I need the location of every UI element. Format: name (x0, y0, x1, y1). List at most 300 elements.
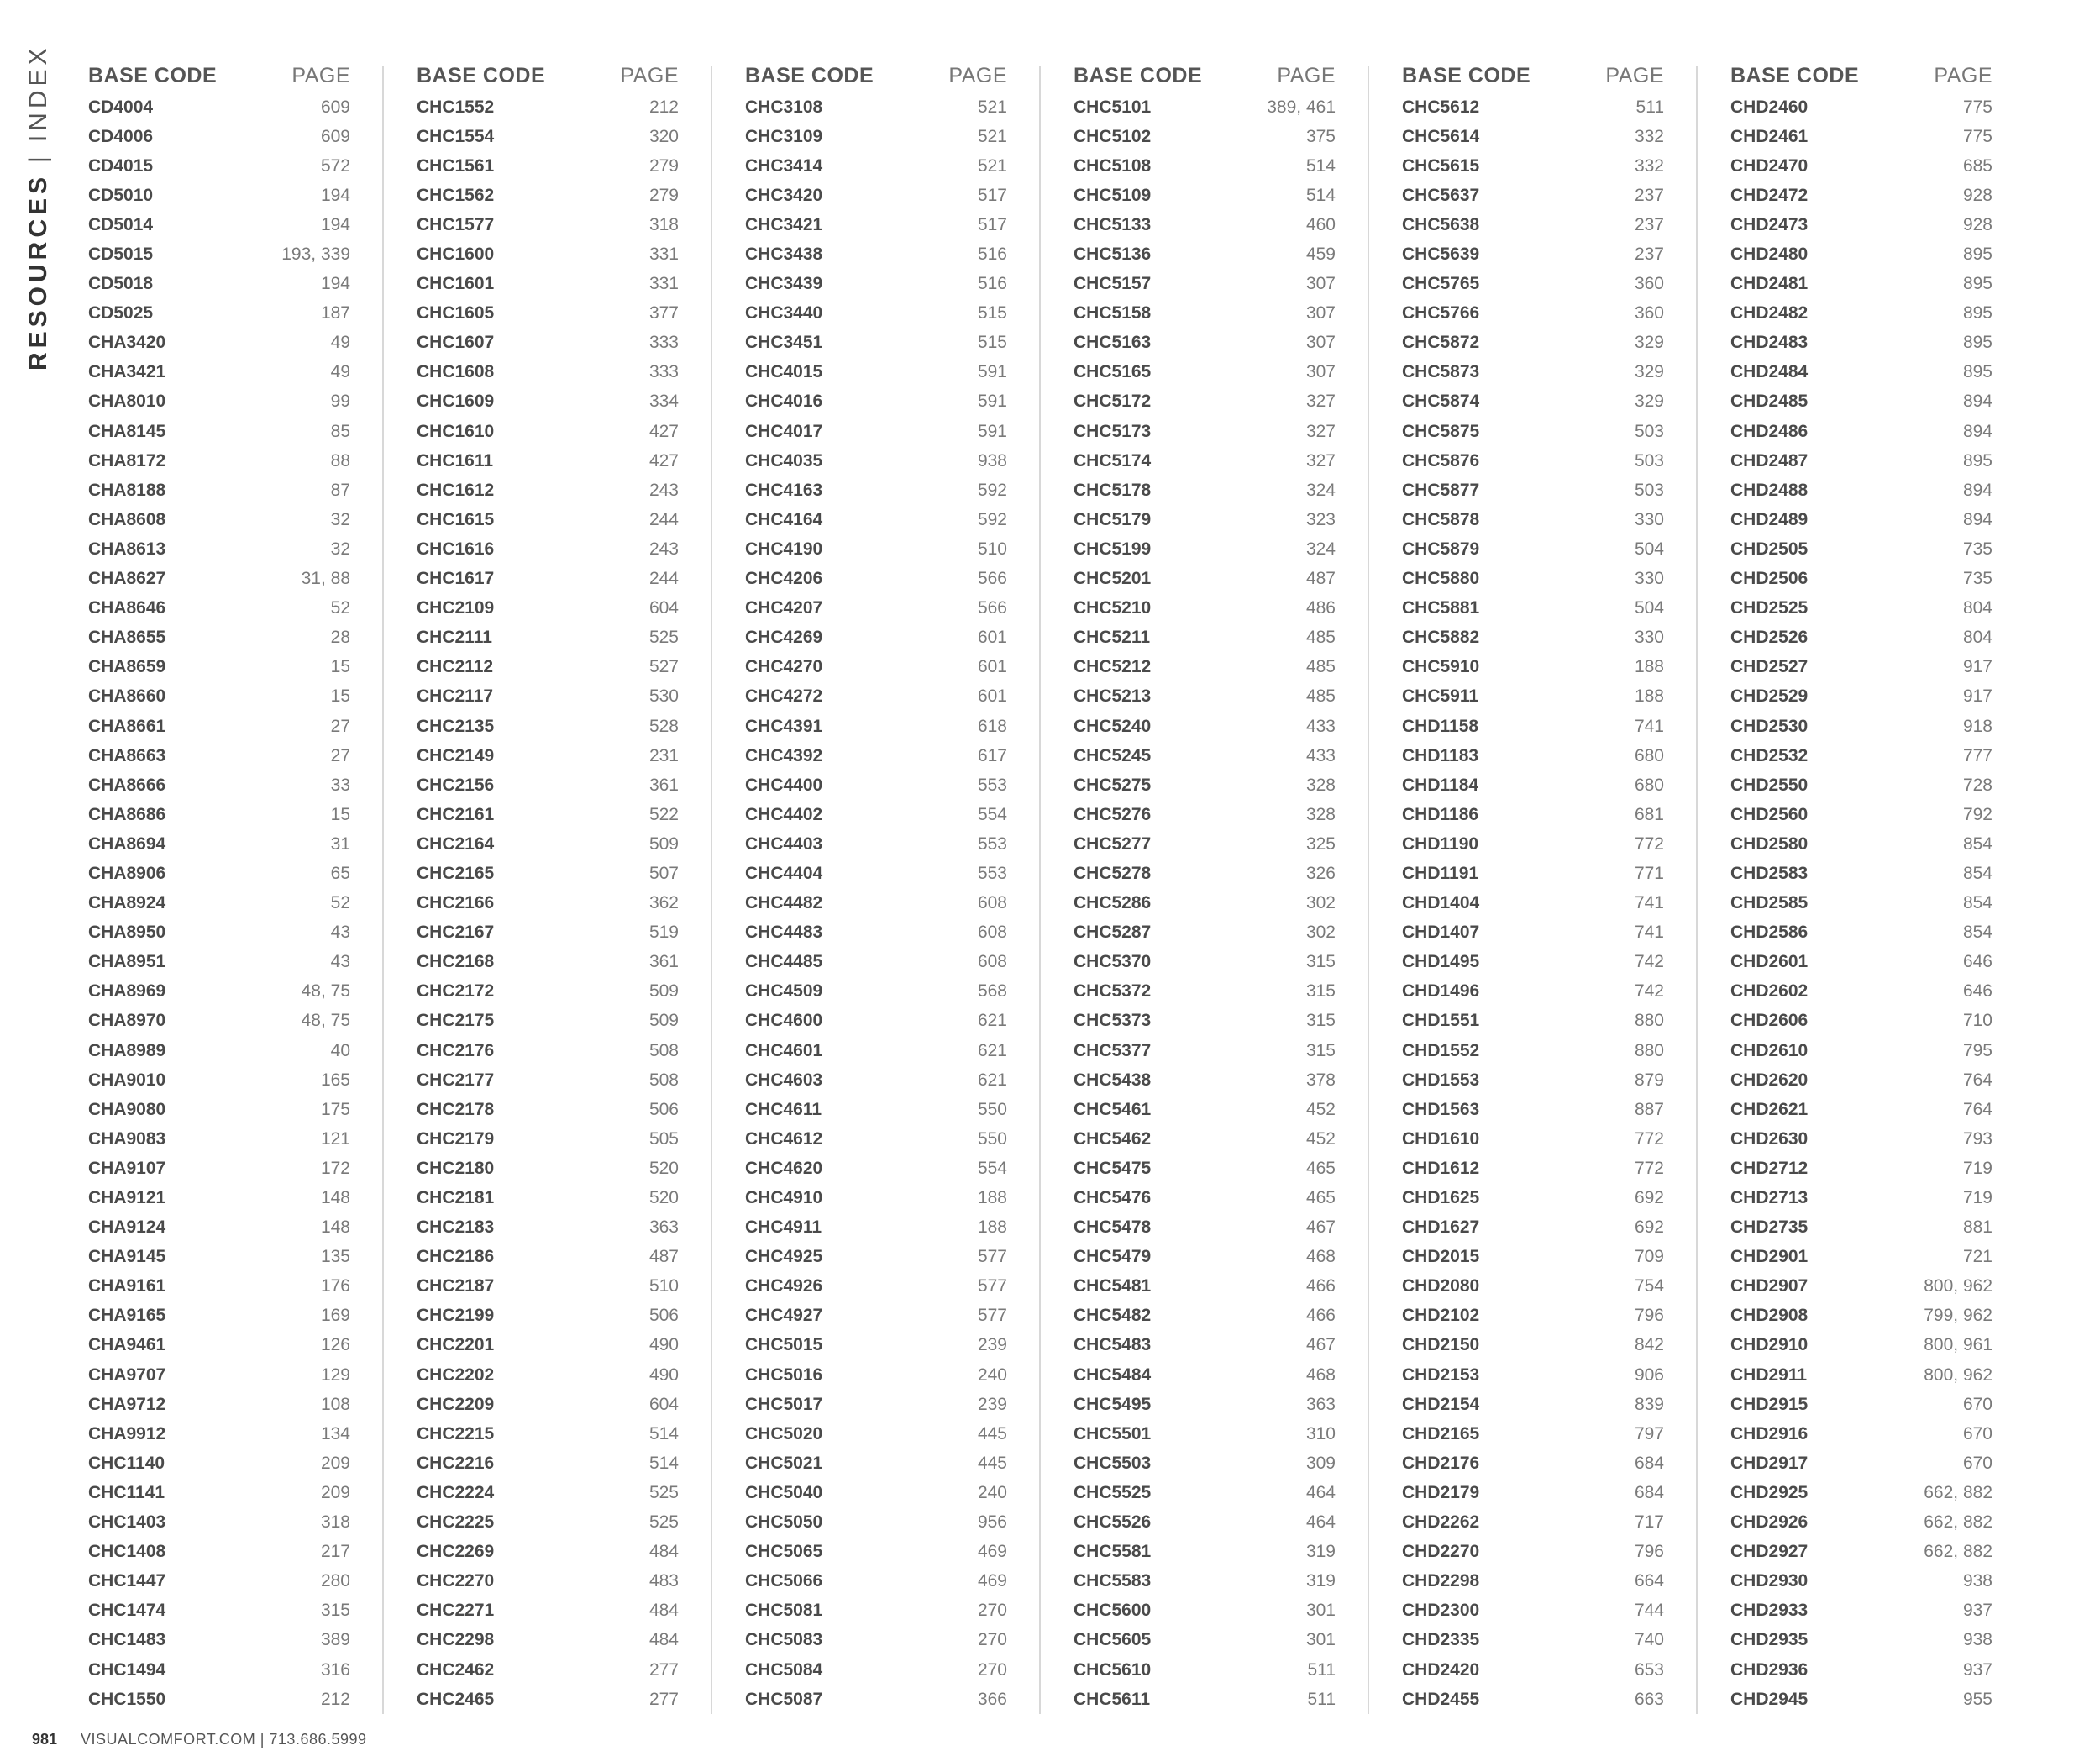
base-code: CHD2150 (1402, 1335, 1480, 1355)
page-ref: 52 (330, 598, 350, 618)
page-ref: 681 (1634, 804, 1664, 824)
index-row (417, 565, 679, 594)
page-ref: 744 (1634, 1601, 1664, 1621)
index-row (745, 151, 1007, 181)
index-row (745, 1124, 1007, 1154)
base-code: CHC5370 (1074, 952, 1152, 972)
column-header (1074, 59, 1336, 92)
page-ref: 243 (648, 539, 679, 559)
index-row (1074, 358, 1336, 387)
index-row (1074, 565, 1336, 594)
page-ref: 231 (648, 745, 679, 765)
page-ref: 804 (1962, 628, 1992, 648)
index-row (745, 358, 1007, 387)
page-ref: 617 (977, 745, 1007, 765)
page-ref: 525 (648, 628, 679, 648)
base-code: CHA8655 (88, 628, 166, 648)
base-code: CHC5872 (1402, 333, 1480, 353)
page-ref: 894 (1962, 392, 1992, 412)
base-code: CHD1563 (1402, 1099, 1480, 1119)
page-ref: 742 (1634, 952, 1664, 972)
index-row (88, 829, 350, 859)
base-code: CHA3421 (88, 362, 166, 382)
index-row (1402, 800, 1664, 829)
page-ref: 511 (1307, 1689, 1336, 1709)
index-row (417, 1331, 679, 1360)
index-row (745, 1095, 1007, 1124)
base-code: CHC1608 (417, 362, 495, 382)
index-row (88, 1655, 350, 1685)
page-ref: 466 (1305, 1306, 1336, 1326)
base-code: CHD2908 (1730, 1306, 1809, 1326)
page-ref: 662, 882 (1924, 1482, 1992, 1502)
index-row (1730, 210, 1992, 239)
base-code: CHC3421 (745, 214, 823, 234)
page-ref: 577 (977, 1276, 1007, 1296)
index-row (417, 1508, 679, 1538)
page-ref: 237 (1634, 185, 1664, 205)
base-code: CHC5050 (745, 1512, 823, 1533)
index-row (1402, 358, 1664, 387)
index-row (417, 977, 679, 1007)
page-ref: 895 (1962, 245, 1992, 265)
base-code: CHC5016 (745, 1365, 823, 1385)
base-code-header: BASE CODE (1074, 63, 1203, 87)
page-ref: 452 (1305, 1128, 1336, 1149)
index-row (417, 1655, 679, 1685)
index-row (1074, 417, 1336, 446)
page-ref: 772 (1634, 1128, 1664, 1149)
index-row (1074, 1036, 1336, 1065)
base-code: CHC4482 (745, 893, 823, 913)
index-row (417, 1154, 679, 1183)
base-code: CHA8686 (88, 804, 166, 824)
page-ref: 509 (648, 1011, 679, 1031)
base-code: CHC2164 (417, 833, 495, 854)
index-row (1730, 1685, 1992, 1714)
index-row (417, 446, 679, 476)
base-code: CHC5583 (1074, 1571, 1152, 1591)
base-code: CHC1577 (417, 214, 495, 234)
base-code: CHC5877 (1402, 480, 1480, 500)
base-code: CHC4035 (745, 450, 823, 471)
base-code: CHD2485 (1730, 392, 1809, 412)
page-ref: 279 (648, 155, 679, 176)
page-ref: 176 (320, 1276, 350, 1296)
base-code: CHD2945 (1730, 1689, 1809, 1709)
base-code: CHD1404 (1402, 893, 1480, 913)
base-code: CD5010 (88, 185, 154, 205)
index-row (745, 476, 1007, 505)
page-ref: 467 (1305, 1335, 1336, 1355)
index-row (417, 1183, 679, 1212)
index-row (88, 92, 350, 122)
base-code: CHD2620 (1730, 1070, 1809, 1090)
index-row (88, 800, 350, 829)
page-ref: 514 (1305, 185, 1336, 205)
base-code: CHC5084 (745, 1659, 823, 1680)
page-header: PAGE (1605, 63, 1664, 87)
base-code: CHC5615 (1402, 155, 1480, 176)
index-row (745, 1301, 1007, 1331)
index-table (0, 59, 2100, 1722)
index-row (1402, 1007, 1664, 1036)
index-row (1074, 1243, 1336, 1272)
base-code: CHD2473 (1730, 214, 1809, 234)
base-code: CHC4402 (745, 804, 823, 824)
page-ref: 319 (1305, 1542, 1336, 1562)
index-row (745, 1655, 1007, 1685)
index-row (745, 1065, 1007, 1095)
index-row (88, 770, 350, 800)
page-ref: 99 (330, 392, 350, 412)
index-row (745, 122, 1007, 151)
base-code: CHA8661 (88, 716, 166, 736)
page-ref: 621 (977, 1040, 1007, 1060)
base-code: CHC5179 (1074, 509, 1152, 529)
index-row (88, 1626, 350, 1655)
base-code: CHC5876 (1402, 450, 1480, 471)
base-code: CHC1601 (417, 274, 495, 294)
page-ref: 129 (320, 1365, 350, 1385)
page-ref: 577 (977, 1306, 1007, 1326)
base-code: CHD2015 (1402, 1247, 1480, 1267)
base-code: CHC2270 (417, 1571, 495, 1591)
page-ref: 591 (977, 421, 1007, 441)
page-ref: 327 (1305, 392, 1336, 412)
base-code: CHA9161 (88, 1276, 166, 1296)
page-ref: 717 (1634, 1512, 1664, 1533)
page-ref: 375 (1305, 126, 1336, 146)
page-ref: 514 (648, 1453, 679, 1473)
page-ref: 670 (1962, 1394, 1992, 1414)
base-code-header: BASE CODE (1730, 63, 1860, 87)
page-ref: 188 (977, 1217, 1007, 1238)
page-ref: 331 (648, 274, 679, 294)
page-ref: 895 (1962, 274, 1992, 294)
page-ref: 938 (1962, 1571, 1992, 1591)
page-number: 981 (32, 1731, 58, 1748)
page-ref: 662, 882 (1924, 1542, 1992, 1562)
page-ref: 433 (1305, 716, 1336, 736)
base-code: CHC5475 (1074, 1158, 1152, 1178)
index-row (88, 712, 350, 741)
index-row (1730, 741, 1992, 770)
page-ref: 194 (320, 185, 350, 205)
base-code: CHD2936 (1730, 1659, 1809, 1680)
page-ref: 880 (1634, 1040, 1664, 1060)
base-code: CD4006 (88, 126, 154, 146)
index-row (1730, 1095, 1992, 1124)
index-row (1402, 712, 1664, 741)
index-row (88, 1272, 350, 1301)
base-code: CHD2165 (1402, 1423, 1480, 1443)
index-row (745, 329, 1007, 358)
page-ref: 604 (648, 598, 679, 618)
page-ref: 277 (648, 1689, 679, 1709)
page-ref: 530 (648, 686, 679, 707)
base-code: CHA8010 (88, 392, 166, 412)
base-code: CHC5766 (1402, 303, 1480, 323)
page-ref: 670 (1962, 1453, 1992, 1473)
page-ref: 27 (330, 745, 350, 765)
index-row (745, 92, 1007, 122)
page-ref: 121 (320, 1128, 350, 1149)
page-ref: 653 (1634, 1659, 1664, 1680)
index-row (745, 1449, 1007, 1478)
base-code: CHA8924 (88, 893, 166, 913)
index-row (1074, 299, 1336, 329)
page-ref: 796 (1634, 1306, 1664, 1326)
page-ref: 433 (1305, 745, 1336, 765)
base-code: CHC1607 (417, 333, 495, 353)
index-row (417, 239, 679, 269)
base-code: CHD2482 (1730, 303, 1809, 323)
base-code: CHA8663 (88, 745, 166, 765)
base-code: CHC5880 (1402, 569, 1480, 589)
page-ref: 793 (1962, 1128, 1992, 1149)
index-row (1402, 948, 1664, 977)
page-ref: 511 (1307, 1659, 1336, 1680)
base-code: CHC2111 (417, 628, 492, 648)
index-row (1730, 534, 1992, 564)
base-code: CHC5275 (1074, 775, 1152, 795)
index-row (745, 181, 1007, 210)
base-code: CHC4269 (745, 628, 823, 648)
column-header (417, 59, 679, 92)
base-code: CHC5240 (1074, 716, 1152, 736)
base-code: CHC4603 (745, 1070, 823, 1090)
page-ref: 553 (977, 833, 1007, 854)
base-code: CHC5083 (745, 1630, 823, 1650)
index-row (745, 1508, 1007, 1538)
page-ref: 508 (648, 1070, 679, 1090)
page-ref: 327 (1305, 421, 1336, 441)
column-header (745, 59, 1007, 92)
page-ref: 509 (648, 981, 679, 1002)
page-ref: 15 (330, 804, 350, 824)
page-ref: 646 (1962, 952, 1992, 972)
page-ref: 148 (320, 1217, 350, 1238)
page-ref: 881 (1962, 1217, 1992, 1238)
page-ref: 334 (648, 392, 679, 412)
page-ref: 591 (977, 362, 1007, 382)
base-code: CHC5478 (1074, 1217, 1152, 1238)
page-ref: 194 (320, 274, 350, 294)
index-row (417, 1419, 679, 1449)
page-ref: 48, 75 (301, 981, 350, 1002)
page-ref: 918 (1962, 716, 1992, 736)
page-ref: 609 (320, 97, 350, 117)
page-ref: 378 (1305, 1070, 1336, 1090)
page-ref: 800, 961 (1924, 1335, 1992, 1355)
base-code: CHC4925 (745, 1247, 823, 1267)
page-ref: 307 (1305, 333, 1336, 353)
base-code: CHC5882 (1402, 628, 1480, 648)
base-code: CHA9124 (88, 1217, 166, 1238)
base-code: CHC4164 (745, 509, 823, 529)
base-code: CHD2550 (1730, 775, 1809, 795)
page-ref: 466 (1305, 1276, 1336, 1296)
index-row (1402, 476, 1664, 505)
base-code: CHD2630 (1730, 1128, 1809, 1149)
base-code: CHC5765 (1402, 274, 1480, 294)
index-row (1074, 1538, 1336, 1567)
base-code: CHC5212 (1074, 657, 1152, 677)
index-row (1074, 239, 1336, 269)
page-ref: 188 (1634, 657, 1664, 677)
base-code-header: BASE CODE (88, 63, 218, 87)
index-row (745, 653, 1007, 682)
base-code: CHA8950 (88, 923, 166, 943)
page-ref: 40 (330, 1040, 350, 1060)
index-row (1074, 1596, 1336, 1626)
page-ref: 577 (977, 1247, 1007, 1267)
index-row (88, 948, 350, 977)
base-code: CHA8989 (88, 1040, 166, 1060)
base-code: CHC1474 (88, 1601, 166, 1621)
page-ref: 553 (977, 775, 1007, 795)
base-code: CHC3439 (745, 274, 823, 294)
base-code: CHC5638 (1402, 214, 1480, 234)
base-code: CHC5879 (1402, 539, 1480, 559)
base-code: CHD2935 (1730, 1630, 1809, 1650)
page-ref: 601 (977, 686, 1007, 707)
page-ref: 608 (977, 923, 1007, 943)
index-row (1074, 653, 1336, 682)
index-row (1402, 181, 1664, 210)
page-ref: 740 (1634, 1630, 1664, 1650)
index-row (745, 712, 1007, 741)
page-ref: 49 (330, 362, 350, 382)
index-row (1730, 682, 1992, 712)
index-row (417, 1095, 679, 1124)
page-ref: 483 (648, 1571, 679, 1591)
index-row (88, 476, 350, 505)
index-row (1074, 1390, 1336, 1419)
page-ref: 800, 962 (1924, 1365, 1992, 1385)
base-code: CHC2180 (417, 1158, 495, 1178)
base-code: CHC1447 (88, 1571, 166, 1591)
base-code: CHA9010 (88, 1070, 166, 1090)
page-ref: 684 (1634, 1482, 1664, 1502)
index-row (745, 270, 1007, 299)
index-row (417, 623, 679, 653)
base-code: CHC2177 (417, 1070, 495, 1090)
base-code: CHC5581 (1074, 1542, 1152, 1562)
index-row (1074, 977, 1336, 1007)
index-row (1074, 1331, 1336, 1360)
page-ref: 938 (1962, 1630, 1992, 1650)
page-ref: 187 (320, 303, 350, 323)
index-row (1730, 1390, 1992, 1419)
page-ref: 239 (977, 1335, 1007, 1355)
index-row (1074, 1567, 1336, 1596)
base-code: CHD2153 (1402, 1365, 1480, 1385)
index-row (417, 1538, 679, 1567)
base-code: CHC5174 (1074, 450, 1152, 471)
base-code: CHC5637 (1402, 185, 1480, 205)
page-ref: 490 (648, 1335, 679, 1355)
page-ref: 362 (648, 893, 679, 913)
index-row (745, 1036, 1007, 1065)
base-code: CHD1625 (1402, 1188, 1480, 1208)
index-row (417, 770, 679, 800)
base-code: CHC2224 (417, 1482, 495, 1502)
page-ref: 728 (1962, 775, 1992, 795)
page-ref: 27 (330, 716, 350, 736)
base-code: CHC5136 (1074, 245, 1152, 265)
index-row (1074, 1124, 1336, 1154)
base-code: CHA8646 (88, 598, 166, 618)
index-row (88, 1478, 350, 1507)
page-ref: 741 (1634, 893, 1664, 913)
index-row (1730, 1360, 1992, 1390)
base-code: CHC1408 (88, 1542, 166, 1562)
index-column-2 (417, 59, 679, 1714)
index-row (88, 1183, 350, 1212)
index-row (1730, 1065, 1992, 1095)
base-code: CHD2530 (1730, 716, 1809, 736)
base-code: CHD1610 (1402, 1128, 1480, 1149)
index-row (1074, 1626, 1336, 1655)
page-ref: 209 (320, 1482, 350, 1502)
base-code: CHD2529 (1730, 686, 1809, 707)
page-ref: 329 (1634, 333, 1664, 353)
base-code: CHC4190 (745, 539, 823, 559)
base-code: CHD2580 (1730, 833, 1809, 854)
index-row (88, 1419, 350, 1449)
base-code: CHC5600 (1074, 1601, 1152, 1621)
base-code: CHC2135 (417, 716, 495, 736)
index-row (1074, 770, 1336, 800)
index-row (1074, 1272, 1336, 1301)
page-ref: 591 (977, 392, 1007, 412)
column-header (88, 59, 350, 92)
base-code: CHD1407 (1402, 923, 1480, 943)
index-row (417, 682, 679, 712)
index-row (1402, 329, 1664, 358)
index-row (1402, 1419, 1664, 1449)
page-ref: 315 (1305, 952, 1336, 972)
base-code: CHC5245 (1074, 745, 1152, 765)
page-ref: 928 (1962, 185, 1992, 205)
base-code: CHC5874 (1402, 392, 1480, 412)
index-row (88, 417, 350, 446)
base-code: CHD2930 (1730, 1571, 1809, 1591)
base-code: CHC4403 (745, 833, 823, 854)
page-ref: 742 (1634, 981, 1664, 1002)
page-ref: 319 (1305, 1571, 1336, 1591)
base-code: CHC5481 (1074, 1276, 1152, 1296)
base-code: CHD2610 (1730, 1040, 1809, 1060)
page-ref: 270 (977, 1630, 1007, 1650)
page-ref: 609 (320, 126, 350, 146)
page-ref: 692 (1634, 1188, 1664, 1208)
page-ref: 277 (648, 1659, 679, 1680)
base-code: CHC1141 (88, 1482, 165, 1502)
index-row (1730, 417, 1992, 446)
section-title-index: INDEX (24, 44, 52, 143)
page-ref: 465 (1305, 1188, 1336, 1208)
index-row (745, 1360, 1007, 1390)
index-row (745, 889, 1007, 918)
base-code: CHC2225 (417, 1512, 495, 1533)
page-ref: 553 (977, 863, 1007, 883)
base-code: CHC1600 (417, 245, 495, 265)
index-row (1402, 534, 1664, 564)
index-row (417, 741, 679, 770)
